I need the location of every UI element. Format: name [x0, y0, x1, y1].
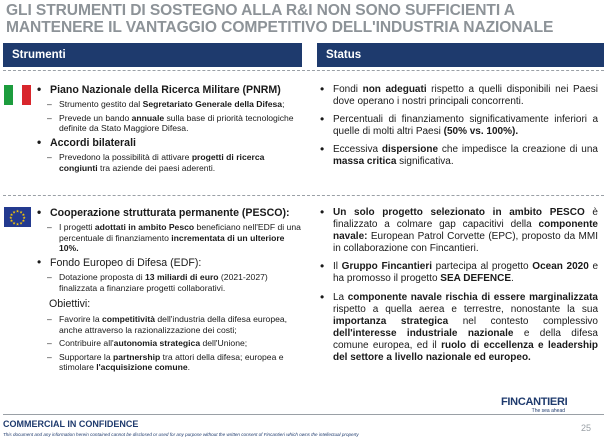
pnrm-detail: – Prevede un bando annuale sulla base di priorità tecnologiche definite da Stato Maggiore Difesa.: [37, 113, 302, 134]
legal-disclaimer: This document and any information herein contained cannot be disclosed or used for any purpose without the written consent of Fincantieri which owns the intellectual property: [3, 432, 359, 437]
svg-text:★: ★: [9, 211, 14, 217]
obiettivo-item: – Favorire la competitività dell'industria della difesa europea, anche attraverso la razionalizzazione dei costi;: [37, 314, 302, 335]
svg-text:★: ★: [9, 215, 13, 220]
pesco-title: • Cooperazione strutturata permanente (PESCO):: [37, 207, 302, 219]
svg-text:★: ★: [21, 218, 26, 224]
svg-text:★: ★: [22, 215, 26, 220]
svg-text:★: ★: [15, 208, 20, 214]
page-title: GLI STRUMENTI DI SOSTEGNO ALLA R&I NON SONO SUFFICIENTI A MANTENERE IL VANTAGGIO COMPETITIVO DELL'INDUSTRIA NAZIONALE: [6, 2, 554, 36]
status-bullet: • Fondi non adeguati rispetto a quelli disponibili nei Paesi dove operano i nostri principali concorrenti.: [320, 84, 598, 108]
pnrm-detail: – Strumento gestito dal Segretariato Generale della Difesa;: [37, 99, 302, 110]
footer-divider: [3, 414, 604, 415]
section-italy-strumenti: [37, 84, 302, 176]
accordi-detail: – Prevedono la possibilità di attivare progetti di ricerca congiunti tra aziende dei paesi aderenti.: [37, 152, 302, 173]
svg-text:★: ★: [9, 218, 14, 224]
section-eu-status: [320, 207, 598, 370]
svg-text:★: ★: [12, 220, 16, 226]
edf-title: • Fondo Europeo di Difesa (EDF):: [37, 257, 302, 269]
status-bullet: • La componente navale rischia di essere marginalizzata rispetto a quella aerea e terrestre, nonostante la sua importanza strategica nel contesto complessivo dell'interesse industriale nazionale e della difesa comune europea, ed il ruolo di eccellenza e leadership del settore a livello nazionale ed europeo.: [320, 292, 598, 365]
obiettivi-heading: Obiettivi:: [49, 298, 91, 311]
svg-text:★: ★: [19, 209, 23, 215]
divider: [3, 70, 604, 71]
svg-text:★: ★: [15, 221, 20, 227]
page-number: 25: [581, 423, 592, 433]
edf-detail: – Dotazione proposta di 13 miliardi di euro (2021-2027) finalizzata a finanziare progetti collaborativi.: [37, 272, 302, 293]
svg-text:★: ★: [21, 211, 26, 217]
svg-text:★: ★: [19, 220, 23, 226]
status-bullet: • Percentuali di finanziamento significativamente inferiori a quelle di molti altri Paesi (50% vs. 100%).: [320, 114, 598, 138]
status-bullet: • Il Gruppo Fincantieri partecipa al progetto Ocean 2020 e ha promosso il progetto SEA DEFENCE.: [320, 261, 598, 285]
status-bullet: • Eccessiva dispersione che impedisce la creazione di una massa critica significativa.: [320, 144, 598, 168]
fincantieri-logo: FINCANTIERI The sea ahead: [501, 396, 568, 414]
pnrm-title: • Piano Nazionale della Ricerca Militare (PNRM): [37, 84, 302, 96]
accordi-title: • Accordi bilaterali: [37, 137, 302, 149]
italy-flag-icon: [4, 85, 31, 105]
pesco-detail: – I progetti adottati in ambito Pesco beneficiano nell'EDF di una percentuale di finanziamento incrementata di un ulteriore 10%.: [37, 222, 302, 254]
column-header-strumenti: Strumenti: [3, 43, 302, 67]
obiettivo-item: – Supportare la partnership tra attori della difesa; europea e stimolare l'acquisizione comune.: [37, 352, 302, 373]
divider: [3, 195, 604, 196]
status-bullet: • Un solo progetto selezionato in ambito PESCO è finalizzato a colmare gap capacitivi della componente navale: European Patrol Corvette (EPC), proposto da MMI in collaborazione con Fincantieri.: [320, 207, 598, 255]
section-italy-status: [320, 84, 598, 175]
obiettivo-item: – Contribuire all'autonomia strategica dell'Unione;: [37, 338, 302, 349]
confidentiality-label: COMMERCIAL IN CONFIDENCE: [3, 419, 139, 429]
section-eu-strumenti: [37, 207, 302, 376]
column-header-status: Status: [317, 43, 604, 67]
svg-text:★: ★: [12, 209, 16, 215]
eu-flag-icon: [4, 207, 31, 227]
